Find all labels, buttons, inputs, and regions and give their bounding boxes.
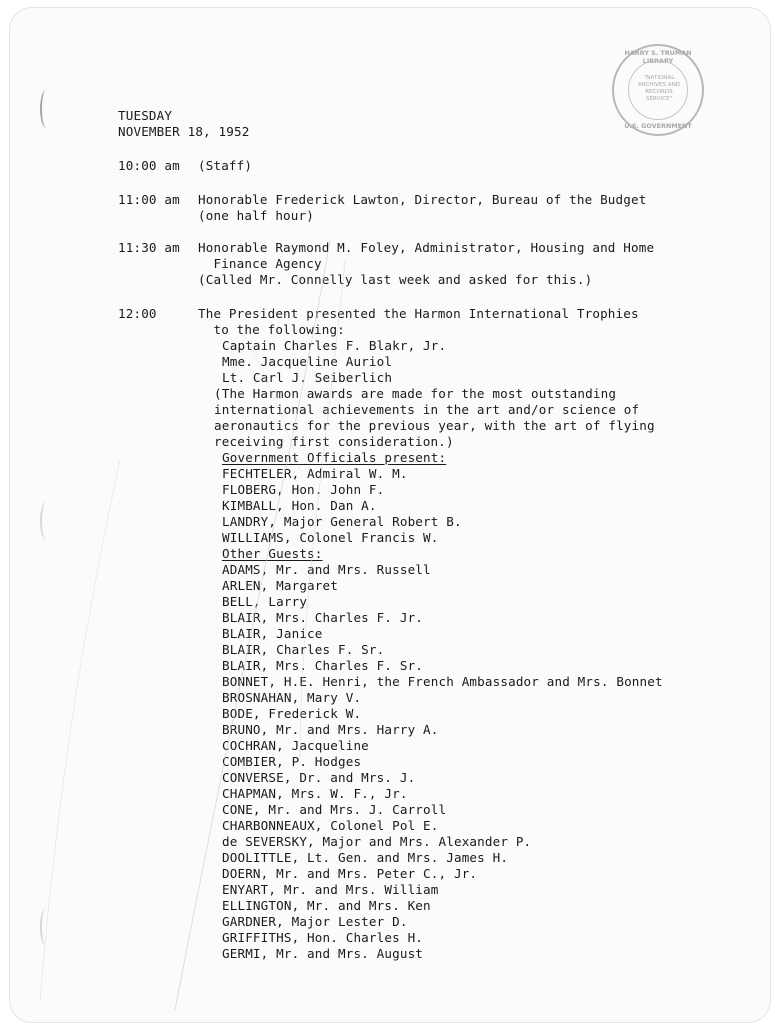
awards-note: international achievements in the art and/or science of — [214, 402, 640, 417]
guest-name: COMBIER, P. Hodges — [222, 754, 362, 769]
guest-name: BLAIR, Mrs. Charles F. Sr. — [222, 658, 424, 673]
guest-name: BONNET, H.E. Henri, the French Ambassador and Mrs. Bonnet — [222, 674, 663, 689]
guest-name: GRIFFITHS, Hon. Charles H. — [222, 930, 424, 945]
official-name: LANDRY, Major General Robert B. — [222, 514, 462, 529]
recipient-name: Lt. Carl J. Seiberlich — [222, 370, 393, 385]
day-heading: TUESDAY — [118, 108, 173, 123]
guest-name: DOOLITTLE, Lt. Gen. and Mrs. James H. — [222, 850, 509, 865]
guest-name: BRUNO, Mr. and Mrs. Harry A. — [222, 722, 439, 737]
guest-name: ADAMS, Mr. and Mrs. Russell — [222, 562, 431, 577]
entry-time: 12:00 — [118, 306, 157, 321]
guest-name: BELL, Larry — [222, 594, 308, 609]
official-name: FLOBERG, Hon. John F. — [222, 482, 385, 497]
entry-text: Finance Agency — [198, 256, 322, 271]
officials-heading: Government Officials present: — [222, 450, 447, 465]
awards-note: aeronautics for the previous year, with the art of flying — [214, 418, 655, 433]
entry-text: The President presented the Harmon International Trophies — [198, 306, 639, 321]
binder-hole-mark — [40, 502, 52, 540]
guest-name: ELLINGTON, Mr. and Mrs. Ken — [222, 898, 431, 913]
guest-name: BLAIR, Mrs. Charles F. Jr. — [222, 610, 424, 625]
recipient-name: Mme. Jacqueline Auriol — [222, 354, 393, 369]
binder-hole-mark — [40, 90, 52, 128]
entry-text: Honorable Frederick Lawton, Director, Bureau of the Budget — [198, 192, 647, 207]
official-name: KIMBALL, Hon. Dan A. — [222, 498, 377, 513]
stamp-center-text: "NATIONAL ARCHIVES AND RECORDS SERVICE" — [637, 75, 681, 102]
official-name: FECHTELER, Admiral W. M. — [222, 466, 408, 481]
guest-name: ARLEN, Margaret — [222, 578, 338, 593]
guest-name: BODE, Frederick W. — [222, 706, 362, 721]
guest-name: GARDNER, Major Lester D. — [222, 914, 408, 929]
entry-text: Honorable Raymond M. Foley, Administrator, Housing and Home — [198, 240, 655, 255]
entry-time: 11:30 am — [118, 240, 180, 255]
guest-name: BLAIR, Janice — [222, 626, 323, 641]
entry-text: (one half hour) — [198, 208, 314, 223]
entry-text: to the following: — [198, 322, 345, 337]
awards-note: receiving first consideration.) — [214, 434, 454, 449]
entry-time: 10:00 am — [118, 158, 180, 173]
guest-name: BLAIR, Charles F. Sr. — [222, 642, 385, 657]
awards-note: (The Harmon awards are made for the most outstanding — [214, 386, 617, 401]
stamp-ring-bottom: U.S. GOVERNMENT — [624, 122, 692, 130]
stamp-ring-top: HARRY S. TRUMAN LIBRARY — [624, 49, 692, 65]
guest-name: CONE, Mr. and Mrs. J. Carroll — [222, 802, 447, 817]
guest-name: CHARBONNEAUX, Colonel Pol E. — [222, 818, 439, 833]
recipient-name: Captain Charles F. Blakr, Jr. — [222, 338, 447, 353]
guest-name: CHAPMAN, Mrs. W. F., Jr. — [222, 786, 408, 801]
guest-name: CONVERSE, Dr. and Mrs. J. — [222, 770, 416, 785]
guest-name: ENYART, Mr. and Mrs. William — [222, 882, 439, 897]
guest-name: COCHRAN, Jacqueline — [222, 738, 369, 753]
official-name: WILLIAMS, Colonel Francis W. — [222, 530, 439, 545]
entry-time: 11:00 am — [118, 192, 180, 207]
entry-text: (Called Mr. Connelly last week and asked for this.) — [198, 272, 593, 287]
archives-stamp — [612, 44, 704, 136]
binder-hole-mark — [40, 908, 52, 946]
entry-text: (Staff) — [198, 158, 253, 173]
guest-name: de SEVERSKY, Major and Mrs. Alexander P. — [222, 834, 532, 849]
guests-heading: Other Guests: — [222, 546, 323, 561]
guest-name: BROSNAHAN, Mary V. — [222, 690, 362, 705]
guest-name: GERMI, Mr. and Mrs. August — [222, 946, 424, 961]
guest-name: DOERN, Mr. and Mrs. Peter C., Jr. — [222, 866, 478, 881]
date-heading: NOVEMBER 18, 1952 — [118, 124, 250, 139]
